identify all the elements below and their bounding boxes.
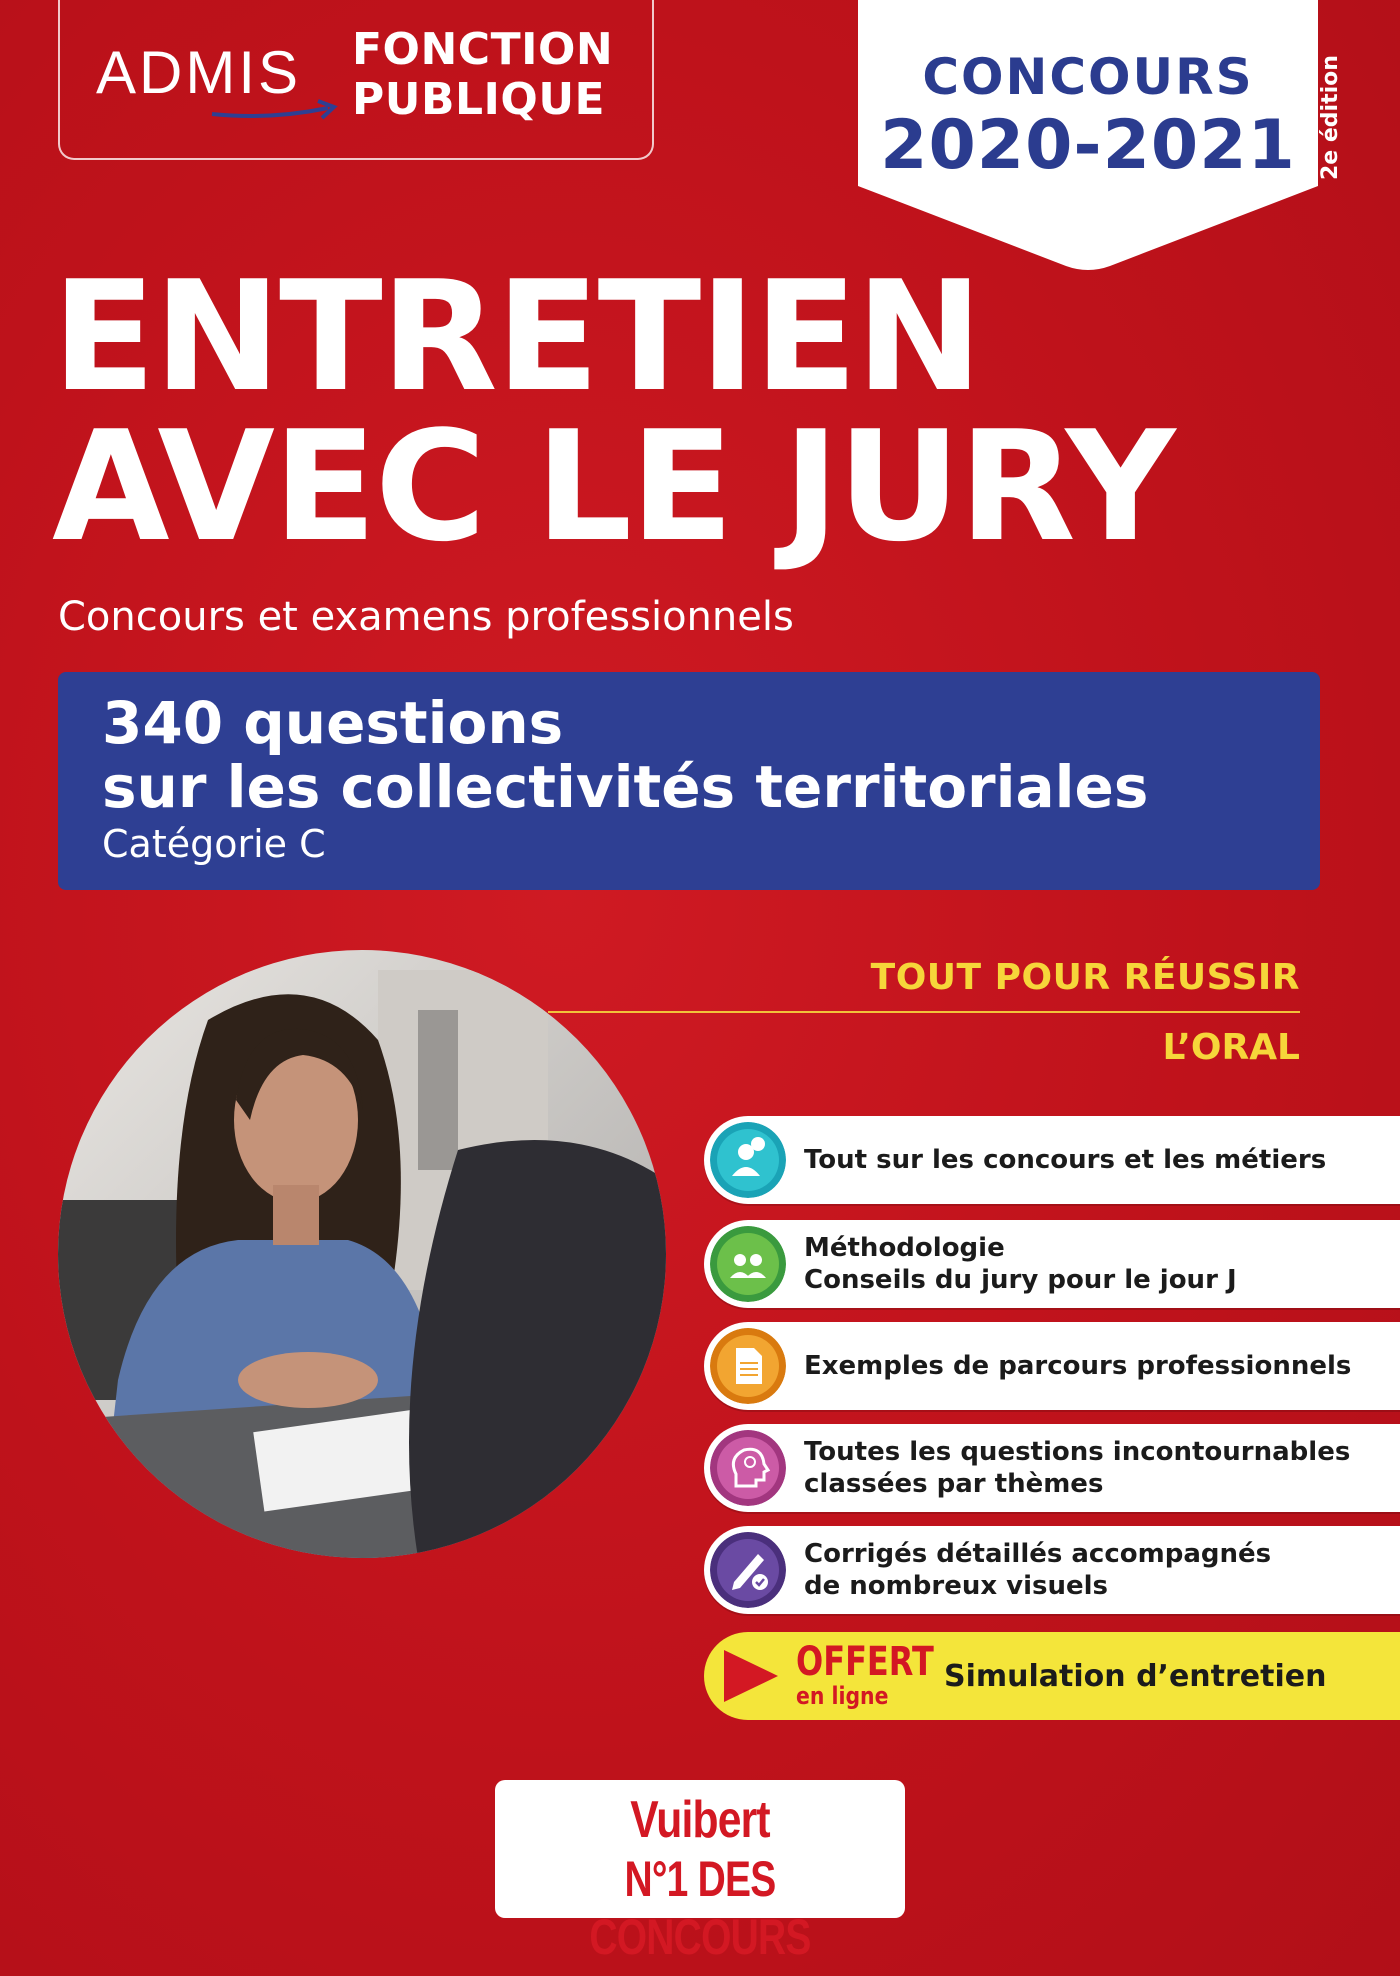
arrow-icon	[210, 98, 340, 122]
publisher-logo	[495, 1780, 905, 1965]
book-title	[52, 248, 1382, 575]
interview-photo	[58, 950, 666, 1558]
edition-label: 2e édition	[1318, 55, 1343, 180]
info-person-icon	[710, 1122, 786, 1198]
group-icon	[710, 1226, 786, 1302]
feature-line2: classées par thèmes	[804, 1469, 1104, 1499]
category-label: Catégorie C	[102, 822, 326, 866]
tagline-line2: L’ORAL	[1162, 1027, 1300, 1068]
title-line1: ENTRETIEN	[52, 248, 981, 425]
feature-line1: Corrigés détaillés accompagnés	[804, 1539, 1272, 1569]
feature-line1: Méthodologie	[804, 1233, 1005, 1263]
feature-item	[704, 1526, 1400, 1614]
document-icon	[710, 1328, 786, 1404]
publisher-name: Vuibert	[630, 1791, 770, 1849]
badge-concours: CONCOURS	[922, 48, 1254, 106]
offer-label: Simulation d’entretien	[944, 1658, 1327, 1694]
series-line2: PUBLIQUE	[352, 74, 606, 125]
feature-item	[704, 1220, 1400, 1308]
series-admis: ADMIS	[96, 39, 302, 106]
brain-head-icon	[710, 1430, 786, 1506]
feature-line1: Toutes les questions incontournables	[804, 1437, 1351, 1467]
play-icon	[718, 1646, 782, 1706]
feature-item	[704, 1322, 1400, 1410]
tagline-line1: TOUT POUR RÉUSSIR	[870, 957, 1300, 998]
feature-text	[804, 1526, 1400, 1614]
series-logo	[58, 0, 654, 160]
feature-text	[804, 1116, 1400, 1204]
feature-line1: Exemples de parcours professionnels	[804, 1351, 1352, 1381]
feature-text	[804, 1322, 1400, 1410]
questions-box	[58, 672, 1320, 890]
offer-word: OFFERT	[796, 1639, 934, 1685]
questions-count: 340 questions	[102, 689, 564, 757]
offer-online: en ligne	[796, 1682, 889, 1710]
title-line2: AVEC LE JURY	[52, 398, 1174, 575]
series-line1: FONCTION	[352, 24, 614, 75]
feature-line2: Conseils du jury pour le jour J	[804, 1265, 1237, 1295]
feature-text	[804, 1220, 1400, 1308]
feature-line2: de nombreux visuels	[804, 1571, 1109, 1601]
feature-item	[704, 1424, 1400, 1512]
questions-topic: sur les collectivités territoriales	[102, 753, 1149, 821]
series-fonction-publique	[352, 25, 613, 125]
pen-check-icon	[710, 1532, 786, 1608]
feature-text	[804, 1424, 1400, 1512]
feature-item	[704, 1116, 1400, 1204]
feature-line1: Tout sur les concours et les métiers	[804, 1145, 1327, 1175]
badge-years: 2020-2021	[880, 106, 1296, 185]
book-subtitle: Concours et examens professionnels	[58, 594, 794, 640]
online-offer	[704, 1632, 1400, 1720]
publisher-slogan: N°1 DES CONCOURS	[589, 1851, 811, 1965]
